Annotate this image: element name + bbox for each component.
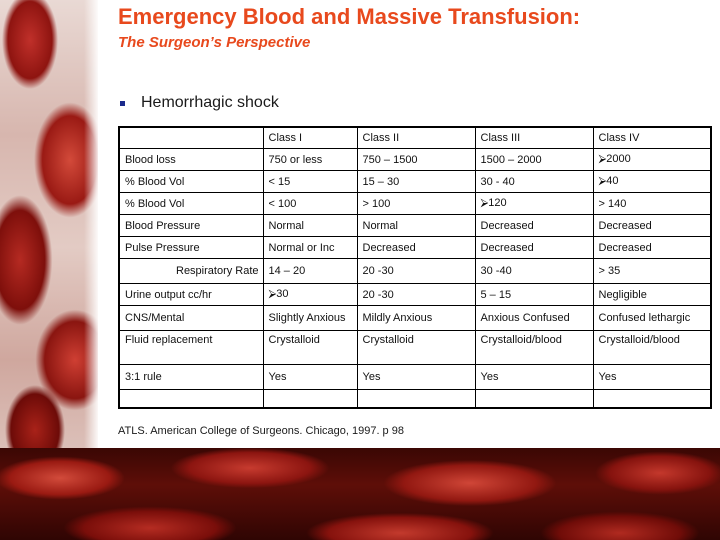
table-cell: ⮚30 [263,284,357,306]
table-cell: > 100 [357,193,475,215]
table-row [119,331,711,365]
table-row [119,284,711,306]
table-cell [263,390,357,409]
header-cell: Class III [475,127,593,149]
blood-cells-decoration-bottom [0,448,720,540]
bullet-text: Hemorrhagic shock [141,94,279,111]
row-label: Blood Pressure [119,215,263,237]
table-cell [593,390,711,409]
table-cell: Yes [357,365,475,390]
table-cell: < 100 [263,193,357,215]
bullet-item [118,94,279,112]
table-cell: > 35 [593,259,711,284]
table-cell: Decreased [475,215,593,237]
table-row [119,365,711,390]
row-label: Urine output cc/hr [119,284,263,306]
header-cell: Class II [357,127,475,149]
table-cell: Crystalloid [357,331,475,365]
row-label: Fluid replacement [119,331,263,365]
table-row [119,193,711,215]
table-cell: ⮚2000 [593,149,711,171]
table-cell: Decreased [593,237,711,259]
table-cell: Decreased [357,237,475,259]
square-bullet-icon [120,101,125,106]
table-cell: Crystalloid [263,331,357,365]
row-label [119,390,263,409]
table-cell: 30 - 40 [475,171,593,193]
table-cell: Yes [593,365,711,390]
table-cell: Crystalloid/blood [593,331,711,365]
table-cell: Negligible [593,284,711,306]
blood-cells-decoration-left [0,0,98,450]
table-row [119,259,711,284]
table-cell: Crystalloid/blood [475,331,593,365]
table-cell: Confused lethargic [593,306,711,331]
table-header-row [119,127,711,149]
row-label: Blood loss [119,149,263,171]
table-cell: Yes [263,365,357,390]
table-cell: 750 – 1500 [357,149,475,171]
table-cell: 20 -30 [357,259,475,284]
slide-subtitle: The Surgeon’s Perspective [118,34,311,51]
header-cell [119,127,263,149]
header-cell: Class IV [593,127,711,149]
table-cell: Normal [357,215,475,237]
table-cell: Anxious Confused [475,306,593,331]
table-cell: Decreased [475,237,593,259]
table-row [119,215,711,237]
table-cell: > 140 [593,193,711,215]
table-cell: Mildly Anxious [357,306,475,331]
table-cell: 750 or less [263,149,357,171]
table-cell: ⮚120 [475,193,593,215]
table-cell [475,390,593,409]
header-cell: Class I [263,127,357,149]
table-cell: Slightly Anxious [263,306,357,331]
row-label: % Blood Vol [119,171,263,193]
table-cell: 15 – 30 [357,171,475,193]
table-cell: < 15 [263,171,357,193]
table-cell: 14 – 20 [263,259,357,284]
table-row [119,237,711,259]
row-label: Pulse Pressure [119,237,263,259]
table-row [119,149,711,171]
row-label: 3:1 rule [119,365,263,390]
row-label: Respiratory Rate [119,259,263,284]
citation: ATLS. American College of Surgeons. Chicago, 1997. p 98 [118,425,404,437]
table-cell: Normal [263,215,357,237]
table-row [119,390,711,409]
table-cell: 5 – 15 [475,284,593,306]
hemorrhagic-shock-table [118,126,712,409]
row-label: % Blood Vol [119,193,263,215]
table-cell: 20 -30 [357,284,475,306]
table-cell: Decreased [593,215,711,237]
table-row [119,306,711,331]
table-cell: Normal or Inc [263,237,357,259]
slide-title: Emergency Blood and Massive Transfusion: [118,4,581,29]
table-cell [357,390,475,409]
table-cell: 1500 – 2000 [475,149,593,171]
table-cell: ⮚40 [593,171,711,193]
row-label: CNS/Mental [119,306,263,331]
table-row [119,171,711,193]
table-cell: Yes [475,365,593,390]
table-cell: 30 -40 [475,259,593,284]
